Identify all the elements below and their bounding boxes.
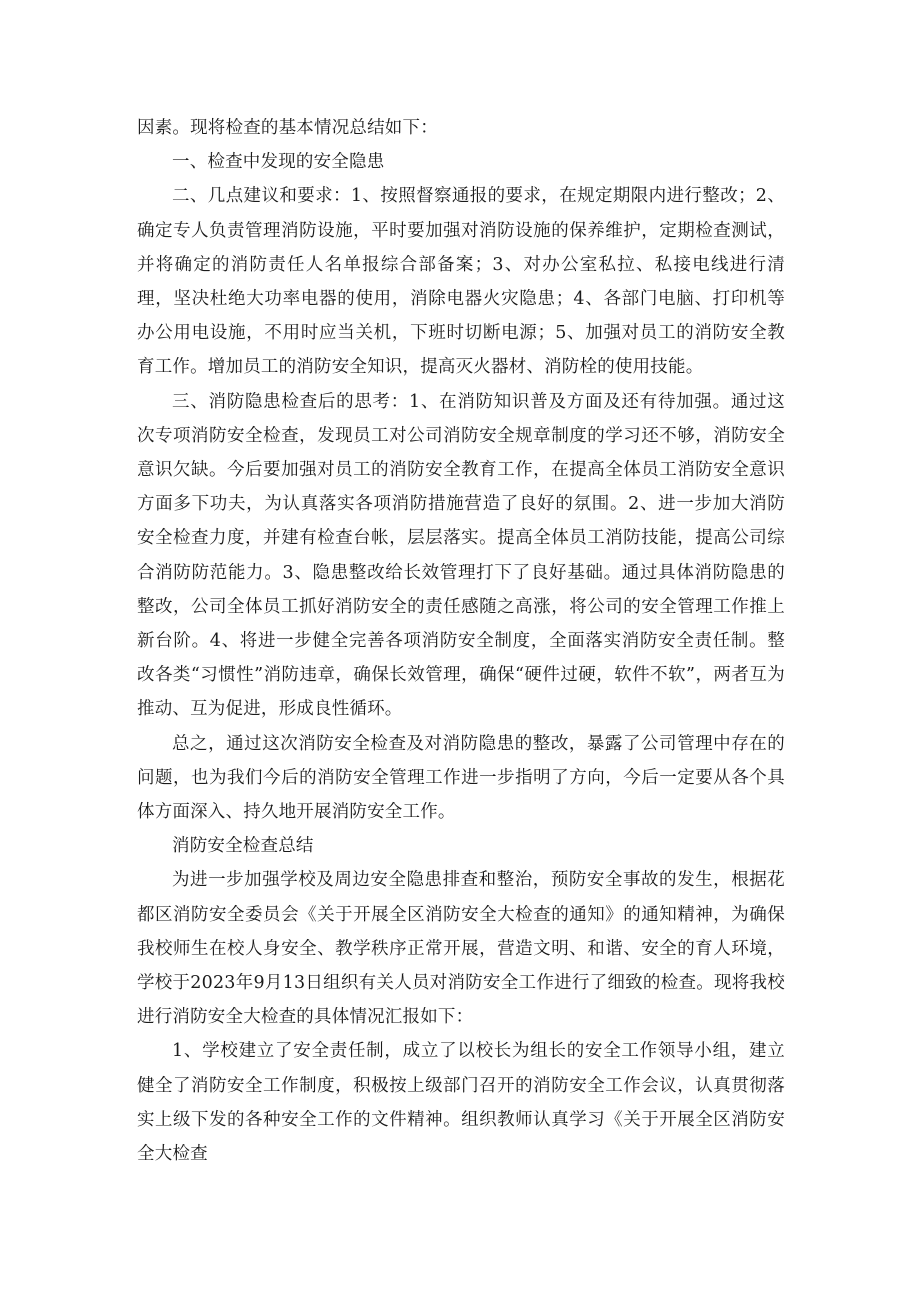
section-heading-hazards: 一、检查中发现的安全隐患 bbox=[172, 152, 385, 173]
paragraph-school-item-1: 1、学校建立了安全责任制，成立了以校长为组长的安全工作领导小组，建立健全了消防安全工作制度，积极按上级部门召开的消防安全工作会议，认真贯彻落实上级下发的各种安全工作的文件精神。组织教师认真学习《关于开展全区消防安全大检查 bbox=[137, 1041, 785, 1165]
paragraph-intro-continuation: 因素。现将检查的基本情况总结如下： bbox=[137, 118, 438, 138]
paragraph-suggestions: 二、几点建议和要求：1、按照督察通报的要求，在规定期限内进行整改；2、确定专人负责管理消防设施，平时要加强对消防设施的保养维护，定期检查测试，并将确定的消防责任人名单报综合部备案；3、对办公室私拉、私接电线进行清理，坚决杜绝大功率电器的使用，消除电器火灾隐患；4、各部门电脑、打印机等办公用电设施，不用时应当关机，下班时切断电源；5、加强对员工的消防安全教育工作。增加员工的消防安全知识，提高灭火器材、消防栓的使用技能。 bbox=[137, 186, 785, 378]
paragraph-school-intro: 为进一步加强学校及周边安全隐患排查和整治，预防安全事故的发生，根据花都区消防安全委员会《关于开展全区消防安全大检查的通知》的通知精神，为确保我校师生在校人身安全、教学秩序正常开展，营造文明、和谐、安全的育人环境，学校于2023年9月13日组织有关人员对消防安全工作进行了细致的检查。现将我校进行消防安全大检查的具体情况汇报如下： bbox=[137, 870, 785, 1028]
document-subtitle: 消防安全检查总结 bbox=[172, 836, 314, 857]
paragraph-conclusion: 总之，通过这次消防安全检查及对消防隐患的整改，暴露了公司管理中存在的问题，也为我们今后的消防安全管理工作进一步指明了方向，今后一定要从各个具体方面深入、持久地开展消防安全工作。 bbox=[137, 733, 785, 823]
paragraph-reflections: 三、消防隐患检查后的思考：1、在消防知识普及方面及还有待加强。通过这次专项消防安全检查，发现员工对公司消防安全规章制度的学习还不够，消防安全意识欠缺。今后要加强对员工的消防安全教育工作，在提高全体员工消防安全意识方面多下功夫，为认真落实各项消防措施营造了良好的氛围。2、进一步加大消防安全检查力度，并建有检查台帐，层层落实。提高全体员工消防技能，提高公司综合消防防范能力。3、隐患整改给长效管理打下了良好基础。通过具体消防隐患的整改，公司全体员工抓好消防安全的责任感随之高涨，将公司的安全管理工作推上新台阶。4、将进一步健全完善各项消防安全制度，全面落实消防安全责任制。整改各类“习惯性”消防违章，确保长效管理，确保“硬件过硬，软件不软”，两者互为推动、互为促进，形成良性循环。 bbox=[137, 391, 785, 720]
document-body bbox=[137, 111, 785, 1171]
